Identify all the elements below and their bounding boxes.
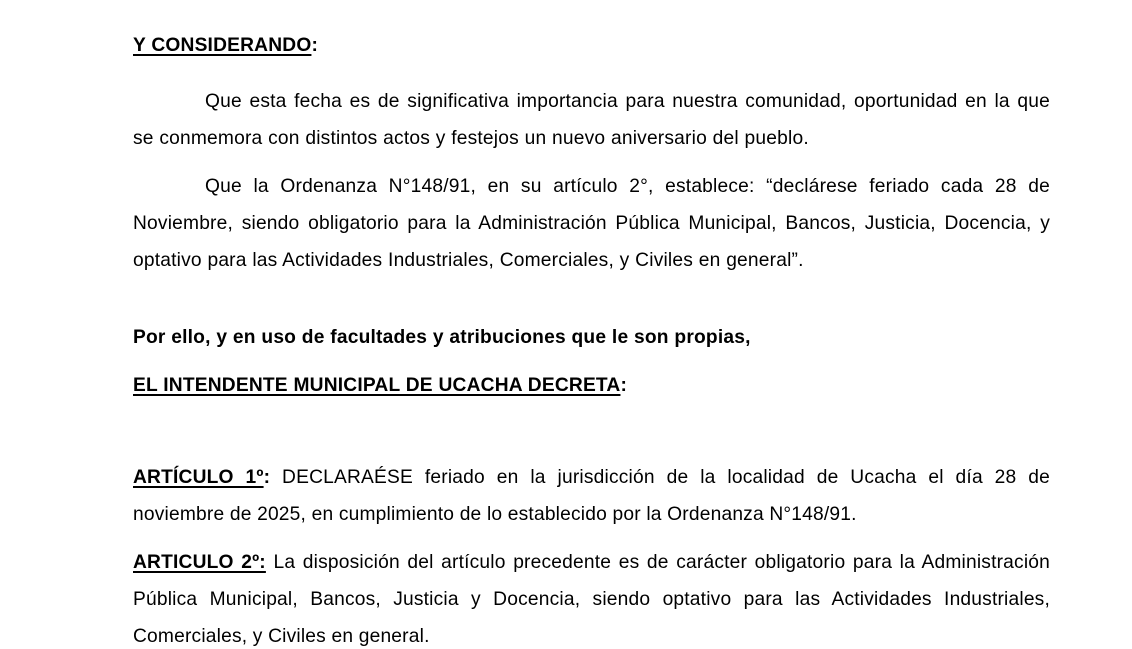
spacer-before-articles (133, 404, 1050, 459)
article-2-label-underlined: ARTICULO 2º: (133, 552, 266, 573)
considering-heading (133, 27, 1050, 64)
top-spacer (133, 0, 1050, 27)
spacer-between-articles (133, 533, 1050, 544)
article-1-label-colon: : (263, 467, 271, 488)
article-1-label (133, 467, 270, 488)
article-2-body: La disposición del artículo precedente es de carácter obligatorio para la Administración Pública Municipal, Bancos, Justicia y Docencia, siendo optativo para las Actividades Industriales, Comerciales, y Civiles en general. (133, 552, 1050, 647)
article-1-label-underlined: ARTÍCULO 1º (133, 467, 264, 488)
spacer-between-considerandos (133, 157, 1050, 168)
considerando-paragraph-1: Que esta fecha es de significativa importancia para nuestra comunidad, oportunidad en la que se conmemora con distintos actos y festejos un nuevo aniversario del pueblo. (133, 91, 1050, 149)
authority-heading (133, 367, 1050, 404)
article-1-body: DECLARAÉSE feriado en la jurisdicción de la localidad de Ucacha el día 28 de noviembre de 2025, en cumplimiento de lo establecido por la Ordenanza N°148/91. (133, 467, 1050, 525)
considering-heading-colon: : (311, 35, 319, 56)
spacer-after-considering-heading (133, 64, 1050, 83)
considerando-paragraph-2: Que la Ordenanza N°148/91, en su artículo 2°, establece: “declárese feriado cada 28 de Noviembre, siendo obligatorio para la Administración Pública Municipal, Bancos, Justicia, Docencia, y optativo para las Actividades Industriales, Comerciales, y Civiles en general”. (133, 176, 1050, 271)
spacer-before-authority-heading (133, 356, 1050, 367)
document-text-body (133, 0, 1050, 649)
considering-heading-text: Y CONSIDERANDO (133, 35, 312, 56)
article-2 (133, 544, 1050, 649)
authority-heading-colon: : (620, 375, 628, 396)
article-1 (133, 459, 1050, 533)
enacting-clause: Por ello, y en uso de facultades y atribuciones que le son propias, (133, 327, 751, 348)
spacer-before-enacting-clause (133, 279, 1050, 319)
article-2-label (133, 552, 266, 573)
authority-heading-text: EL INTENDENTE MUNICIPAL DE UCACHA DECRETA (133, 375, 621, 396)
